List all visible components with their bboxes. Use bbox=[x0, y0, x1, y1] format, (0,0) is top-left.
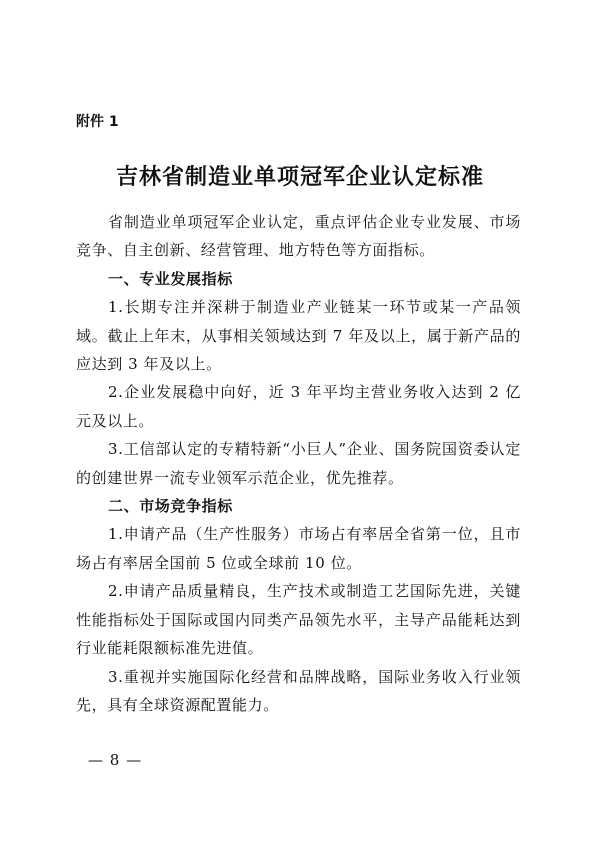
section-1-item-2: 2.企业发展稳中向好，近 3 年平均主营业务收入达到 2 亿元及以上。 bbox=[76, 383, 521, 430]
attachment-label: 附件 1 bbox=[76, 114, 119, 130]
page-number: — 8 — bbox=[88, 751, 143, 769]
section-2-item-3: 3.重视并实施国际化经营和品牌战略，国际业务收入行业领先，具有全球资源配置能力。 bbox=[76, 667, 521, 714]
section-1-item-3: 3.工信部认定的专精特新“小巨人”企业、国务院国资委认定的创建世界一流专业领军示范企业，优先推荐。 bbox=[76, 440, 521, 487]
section-2-item-1: 1.申请产品（生产性服务）市场占有率居全省第一位，且市场占有率居全国前 5 位或全球前 10 位。 bbox=[76, 525, 521, 572]
intro-paragraph: 省制造业单项冠军企业认定，重点评估企业专业发展、市场竞争、自主创新、经营管理、地方特色等方面指标。 bbox=[76, 213, 521, 260]
section-2-item-2: 2.申请产品质量精良，生产技术或制造工艺国际先进，关键性能指标处于国际或国内同类产品领先水平，主导产品能耗达到行业能耗限额标准先进值。 bbox=[76, 582, 521, 658]
document-body bbox=[76, 208, 521, 719]
document-title: 吉林省制造业单项冠军企业认定标准 bbox=[115, 164, 484, 190]
section-heading-professional-development: 一、专业发展指标 bbox=[108, 269, 233, 288]
section-heading-market-competition: 二、市场竞争指标 bbox=[108, 497, 233, 516]
section-1-item-1: 1.长期专注并深耕于制造业产业链某一环节或某一产品领域。截止上年末，从事相关领域达到 7 年及以上，属于新产品的应达到 3 年及以上。 bbox=[76, 298, 521, 374]
